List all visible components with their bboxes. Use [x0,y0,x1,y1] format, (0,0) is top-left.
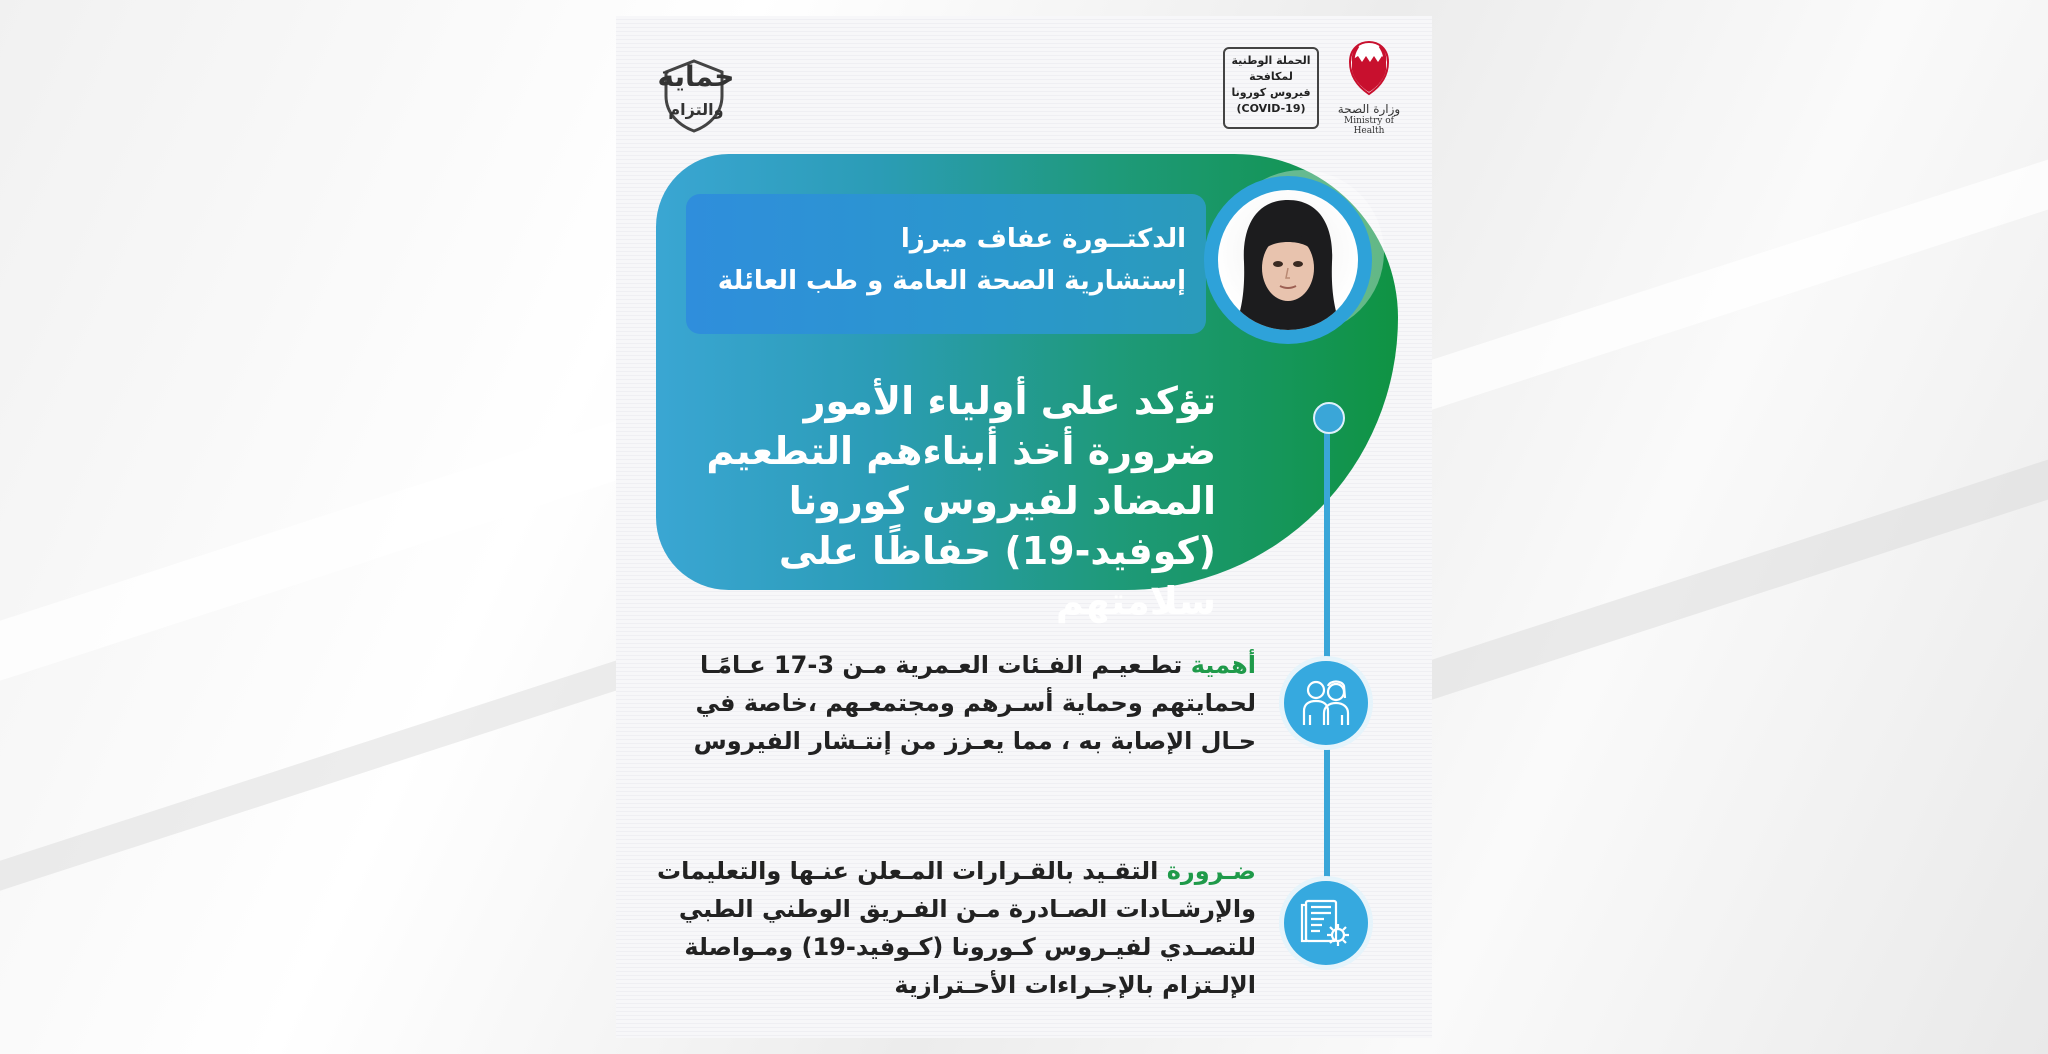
ministry-name-english: Ministry of Health [1343,116,1394,136]
doctor-title: إستشارية الصحة العامة و طب العائلة [717,266,1186,296]
section-necessity [656,852,1256,1004]
background-shard [0,419,620,680]
section-body: التقـيد بالقـرارات المـعلن عنـها والتعليمات والإرشـادات الصـادرة مـن الفـريق الوطني الطبي للتصـدي لفيـروس كـورونا (كـوفيد-19) ومـواصلة الإلـتزام بالإجـراءات الأحـترازية [656,857,1256,999]
portrait-illustration [1218,190,1358,330]
campaign-line: الحملة الوطنية [1231,54,1311,67]
campaign-shield-logo [646,48,746,148]
campaign-line: فيروس كورونا [1231,86,1311,99]
section-lead-word: أهمية [1190,651,1256,679]
background-shard [1430,160,2048,411]
logo-word-top: حماية [657,60,735,93]
background-shard [1430,460,2048,701]
background-shard [0,659,620,890]
headline-statement: تؤكد على أولياء الأمور ضرورة أخذ أبناءهم التطعيم المضاد لفيروس كورونا (كوفيد-19) حفاظًا على سلامتهم [706,379,1216,623]
doctor-info-box [686,194,1206,334]
doctor-photo [1218,190,1358,330]
ministry-of-health-logo [1330,40,1408,148]
document-gear-icon [1298,895,1354,951]
campaign-line: لمكافحة [1249,70,1293,83]
doctor-photo-frame [1204,176,1372,344]
children-icon [1298,675,1354,731]
national-campaign-badge [1223,47,1319,129]
campaign-line: (COVID-19) [1236,102,1306,115]
bahrain-emblem-icon [1344,40,1394,96]
ministry-name-arabic: وزارة الصحة [1337,102,1401,116]
infographic-card [616,16,1432,1038]
doctor-name: الدكتــورة عفاف ميرزا [900,224,1186,254]
section-importance [656,646,1256,760]
doctor-statement-panel [656,154,1398,623]
logo-word-bottom: والتزام [668,100,724,119]
document-gear-icon-circle [1279,876,1373,970]
timeline-dot [1313,402,1345,434]
children-icon-circle [1279,656,1373,750]
section-lead-word: ضـرورة [1166,857,1256,885]
section-body: تطـعيـم الفـئات العـمرية مـن 3-17 عـامًـا لحمايتهم وحماية أسـرهم ومجتمعـهم ،خاصة في حـال الإصابة به ، مما يعـزز من إنتـشار الفيروس [693,651,1256,755]
